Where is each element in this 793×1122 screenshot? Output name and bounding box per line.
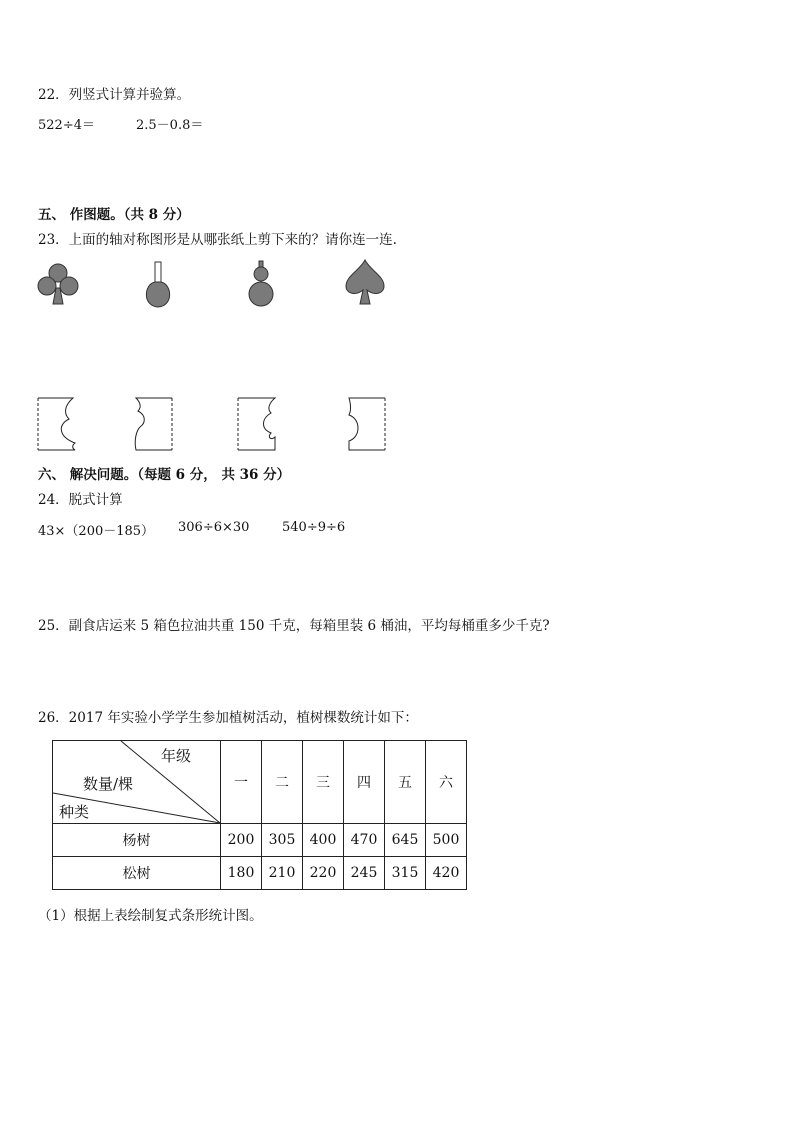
expression-24-3: 540÷9÷6 — [282, 520, 346, 535]
paper-cut-3[interactable] — [237, 397, 279, 451]
paper-cut-1[interactable] — [37, 397, 79, 451]
corner-quantity-label: 数量/棵 — [83, 775, 134, 793]
table-cell: 500 — [426, 824, 467, 857]
expression-2.5-minus-0.8: 2.5－0.8＝ — [136, 118, 204, 133]
table-cell: 220 — [303, 857, 344, 890]
paper-cut-4[interactable] — [345, 397, 387, 451]
table-cell: 245 — [344, 857, 385, 890]
question-26-sub-1: （1）根据上表绘制复式条形统计图。 — [38, 908, 263, 924]
grade-header-3: 三 — [303, 741, 344, 824]
section-6-title: 六、 解决问题。（每题 6 分， 共 36 分） — [38, 467, 291, 483]
gourd-icon — [244, 260, 278, 310]
table-row — [53, 857, 467, 890]
grade-header-4: 四 — [344, 741, 385, 824]
grade-header-5: 五 — [385, 741, 426, 824]
table-cell: 645 — [385, 824, 426, 857]
question-23-label: 23．上面的轴对称图形是从哪张纸上剪下来的？请你连一连. — [38, 232, 397, 248]
question-25-label: 25．副食店运来 5 箱色拉油共重 150 千克，每箱里装 6 桶油，平均每桶重多少千克? — [38, 618, 550, 634]
question-24-label: 24．脱式计算 — [38, 492, 123, 508]
grade-header-6: 六 — [426, 741, 467, 824]
section-5-title: 五、 作图题。（共 8 分） — [38, 207, 190, 223]
table-cell: 420 — [426, 857, 467, 890]
table-cell: 315 — [385, 857, 426, 890]
grade-header-1: 一 — [221, 741, 262, 824]
spade-icon — [342, 258, 388, 308]
table-cell: 400 — [303, 824, 344, 857]
corner-grade-label: 年级 — [161, 747, 192, 765]
table-corner-header — [53, 741, 221, 824]
expression-522-div-4: 522÷4＝ — [38, 118, 95, 133]
question-26-label: 26．2017 年实验小学学生参加植树活动，植树棵数统计如下： — [38, 710, 418, 726]
racket-icon — [140, 260, 176, 310]
club-icon — [36, 260, 80, 308]
expression-24-1: 43×（200－185） — [38, 524, 155, 539]
table-cell: 180 — [221, 857, 262, 890]
expression-24-2: 306÷6×30 — [178, 520, 250, 535]
table-cell: 210 — [262, 857, 303, 890]
paper-cut-2[interactable] — [132, 397, 174, 451]
corner-kind-label: 种类 — [59, 803, 90, 821]
row-name-pine: 松树 — [53, 857, 221, 890]
question-22-label: 22．列竖式计算并验算。 — [38, 87, 191, 103]
table-row — [53, 824, 467, 857]
table-cell: 305 — [262, 824, 303, 857]
table-cell: 200 — [221, 824, 262, 857]
grade-header-2: 二 — [262, 741, 303, 824]
row-name-poplar: 杨树 — [53, 824, 221, 857]
table-cell: 470 — [344, 824, 385, 857]
tree-planting-table — [52, 740, 467, 890]
